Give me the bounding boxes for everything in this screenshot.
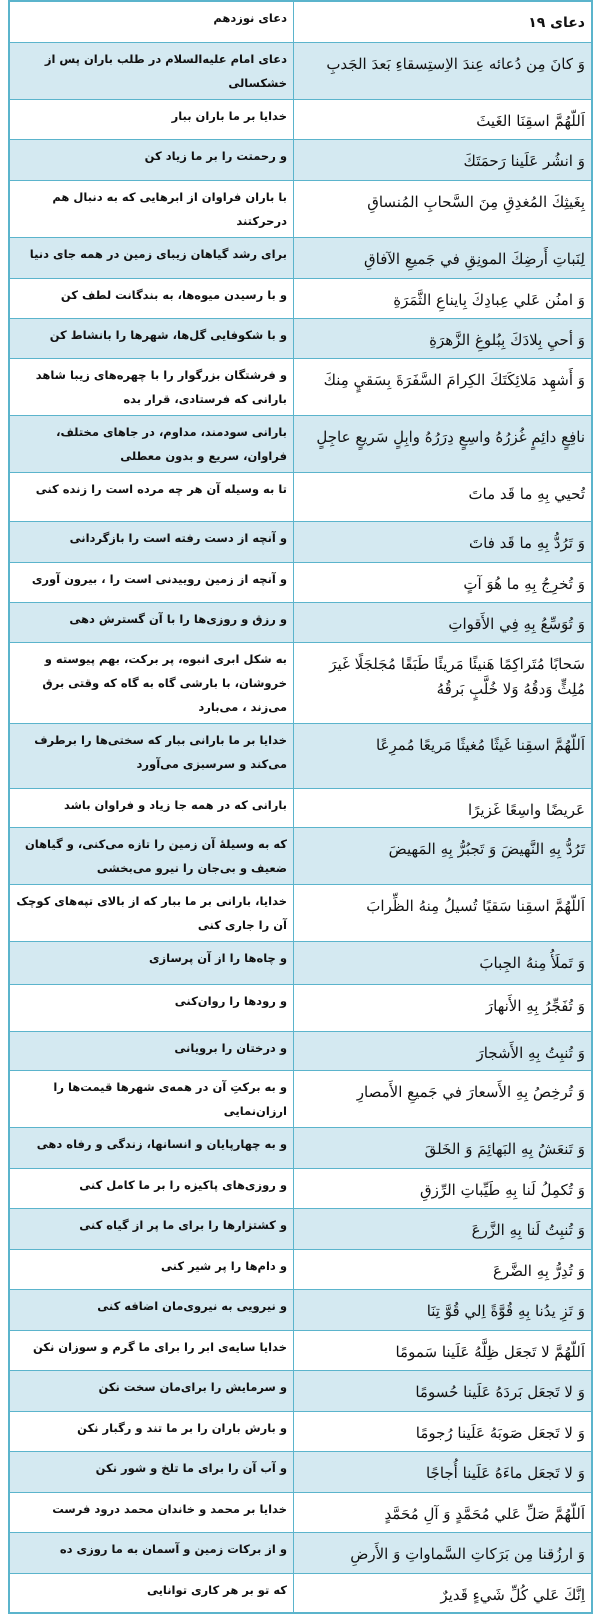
dua-translation-table <box>8 0 593 1614</box>
arabic-text-cell: وَ ارزُقنا مِن بَرَكاتِ السَّماواتِ وَ الأَرضِ <box>294 1532 593 1573</box>
persian-translation-cell: خدایا بر ما باران ببار <box>9 99 294 139</box>
arabic-text-cell: وَ تُدِرُّ بِهِ الضَّرعَ <box>294 1249 593 1289</box>
persian-translation-cell: بارانی سودمند، مداوم، در جاهای مختلف، فراوان، سریع و بدون معطلی <box>9 415 294 472</box>
table-row <box>9 180 592 237</box>
persian-translation-cell: تا به وسیله آن هر چه مرده است را زنده کنی <box>9 472 294 521</box>
arabic-text-cell: بِغَيثِكَ المُغدِقِ مِنَ السَّحابِ المُنساقِ <box>294 180 593 237</box>
persian-translation-cell: به شکل ابری انبوه، پر برکت، بهم پیوسته و خروشان، با بارشی گاه به گاه که وقتی برق می‌زند ، می‌بارد <box>9 642 294 723</box>
arabic-text-cell: وَ لا تَجعَل بَردَهُ عَلَينا حُسومًا <box>294 1370 593 1411</box>
persian-translation-cell: که به وسیلهٔ آن زمین را تازه می‌کنی، و گیاهان ضعیف و بی‌جان را نیرو می‌بخشی <box>9 827 294 884</box>
arabic-text-cell: تُحيي بِهِ ما قَد ماتَ <box>294 472 593 521</box>
arabic-text-cell: وَ أحيِ بِلادَكَ بِبُلوغِ الزَّهرَةِ <box>294 318 593 358</box>
persian-translation-cell: و آنچه از دست رفته است را بازگردانی <box>9 521 294 562</box>
persian-translation-cell: و از برکات زمین و آسمان به ما روزی ده <box>9 1532 294 1573</box>
persian-translation-cell: و نیرویی به نیروی‌مان اضافه کنی <box>9 1289 294 1330</box>
persian-translation-cell: و رزق و روزی‌ها را با آن گسترش دهی <box>9 602 294 642</box>
table-row <box>9 1070 592 1127</box>
table-row <box>9 723 592 788</box>
arabic-text-cell: وَ تَملَأُ مِنهُ الجِبابَ <box>294 941 593 984</box>
arabic-text-cell: وَ تُنبِتُ لَنا بِهِ الزَّرعَ <box>294 1208 593 1249</box>
persian-translation-cell: و به چهارپایان و انسانها، زندگی و رفاه دهی <box>9 1127 294 1168</box>
persian-translation-cell: و بارش باران را بر ما تند و رگبار نکن <box>9 1411 294 1451</box>
arabic-text-cell: وَ تَزِ يدُنا بِهِ قُوَّةً اِلي قُوَّ تِنَا <box>294 1289 593 1330</box>
persian-translation-cell: و آنچه از زمین روییدنی است را ، بیرون آوری <box>9 562 294 602</box>
arabic-text-cell: وَ لا تَجعَل صَوبَهُ عَلَينا رُجومًا <box>294 1411 593 1451</box>
table-row <box>9 318 592 358</box>
arabic-text-cell: نافِعٍ دائِمٍ غُزرُهُ واسِعٍ دِرَرُهُ وابِلٍ سَريعٍ عاجِلٍ <box>294 415 593 472</box>
arabic-text-cell: اَللّهُمَّ صَلِّ عَلي مُحَمَّدٍ وَ آلِ مُحَمَّدٍ <box>294 1492 593 1532</box>
arabic-text-cell: وَ تَنعَشُ بِهِ البَهائِمَ وَ الخَلقَ <box>294 1127 593 1168</box>
persian-translation-cell: دعای امام علیه‌السلام در طلب باران پس از خشکسالی <box>9 42 294 99</box>
table-row <box>9 602 592 642</box>
header-persian-title: دعای نوزدهم <box>9 1 294 42</box>
table-row <box>9 1573 592 1613</box>
arabic-text-cell: وَ كانَ مِن دُعائه عِندَ الاِستِسقاءِ بَعدَ الجَدبِ <box>294 42 593 99</box>
table-row <box>9 1168 592 1208</box>
table-row <box>9 1127 592 1168</box>
table-row <box>9 521 592 562</box>
arabic-text-cell: سَحابًا مُتَراكِمًا هَنيئًا مَريئًا طَبَقًا مُجَلجَلًا غَيرَ مُلِثٍّ وَدقُهُ وَلا خُلَّبٍ بَرقُهُ <box>294 642 593 723</box>
persian-translation-cell: و با رسیدن میوه‌ها، به بندگانت لطف کن <box>9 278 294 318</box>
persian-translation-cell: بارانی که در همه جا زیاد و فراوان باشد <box>9 788 294 827</box>
table-row <box>9 278 592 318</box>
table-body <box>9 1 592 1613</box>
persian-translation-cell: خدایا، بارانی بر ما ببار که از بالای تپه‌های کوچک آن را جاری کنی <box>9 884 294 941</box>
table-row <box>9 139 592 180</box>
arabic-text-cell: وَ امنُن عَلي عِبادِكَ بِايناعِ الثَّمَرَةِ <box>294 278 593 318</box>
header-arabic-title: دعای ۱۹ <box>294 1 593 42</box>
table-row <box>9 941 592 984</box>
table-row <box>9 1031 592 1070</box>
arabic-text-cell: اَللّهُمَّ لا تَجعَل ظِلَّهُ عَلَينا سَمومًا <box>294 1330 593 1370</box>
table-row <box>9 1208 592 1249</box>
table-row <box>9 42 592 99</box>
table-header-row <box>9 1 592 42</box>
arabic-text-cell: وَ انشُر عَلَينا رَحمَتَكَ <box>294 139 593 180</box>
table-row <box>9 562 592 602</box>
persian-translation-cell: و کشتزارها را برای ما پر از گیاه کنی <box>9 1208 294 1249</box>
table-row <box>9 1411 592 1451</box>
arabic-text-cell: وَ لا تَجعَل ماءَهُ عَلَينا أُجاجًا <box>294 1451 593 1492</box>
arabic-text-cell: وَ تُكمِلُ لَنا بِهِ طَيِّباتِ الرِّزقِ <box>294 1168 593 1208</box>
table-row <box>9 788 592 827</box>
persian-translation-cell: با باران فراوان از ابرهایی که به دنبال هم درحرکتند <box>9 180 294 237</box>
arabic-text-cell: وَ تَرُدُّ بِهِ ما قَد فاتَ <box>294 521 593 562</box>
arabic-text-cell: وَ أَشهِد مَلائِكَتَكَ الكِرامَ السَّفَرَةَ بِسَقيٍ مِنكَ <box>294 358 593 415</box>
persian-translation-cell: و درختان را برویانی <box>9 1031 294 1070</box>
table-row <box>9 1249 592 1289</box>
persian-translation-cell: که تو بر هر کاری توانایی <box>9 1573 294 1613</box>
arabic-text-cell: وَ تُخرِجُ بِهِ ما هُوَ آتٍ <box>294 562 593 602</box>
persian-translation-cell: و فرشتگان بزرگوار را با چهره‌های زیبا شاهد بارانی که فرستادی، قرار بده <box>9 358 294 415</box>
table-row <box>9 984 592 1031</box>
table-row <box>9 1451 592 1492</box>
arabic-text-cell: وَ تُوَسِّعُ بِهِ فِي الأَقواتِ <box>294 602 593 642</box>
persian-translation-cell: برای رشد گیاهان زیبای زمین در همه جای دنیا <box>9 237 294 278</box>
table-row <box>9 1289 592 1330</box>
table-row <box>9 642 592 723</box>
table-row <box>9 884 592 941</box>
table-row <box>9 358 592 415</box>
arabic-text-cell: وَ تُرخِصُ بِهِ الأَسعارَ في جَميعِ الأَمصارِ <box>294 1070 593 1127</box>
table-row <box>9 1330 592 1370</box>
persian-translation-cell: و رودها را روان‌کنی <box>9 984 294 1031</box>
arabic-text-cell: وَ تُنبِتُ بِهِ الأَشجارَ <box>294 1031 593 1070</box>
persian-translation-cell: و سرمایش را برای‌مان سخت نکن <box>9 1370 294 1411</box>
arabic-text-cell: تَرُدُّ بِهِ النَّهيضَ وَ تَجبُرُّ بِهِ المَهيضَ <box>294 827 593 884</box>
table-row <box>9 1532 592 1573</box>
table-row <box>9 472 592 521</box>
persian-translation-cell: خدایا بر محمد و خاندان محمد درود فرست <box>9 1492 294 1532</box>
table-row <box>9 415 592 472</box>
persian-translation-cell: و روزی‌های پاکیزه را بر ما کامل کنی <box>9 1168 294 1208</box>
table-row <box>9 1370 592 1411</box>
arabic-text-cell: لِنَباتِ أَرضِكَ المونِقِ في جَميعِ الآفاقِ <box>294 237 593 278</box>
arabic-text-cell: اِنَّكَ عَلي كُلِّ شَيءٍ قَديرٌ <box>294 1573 593 1613</box>
persian-translation-cell: و آب آن را برای ما تلخ و شور نکن <box>9 1451 294 1492</box>
persian-translation-cell: و با شکوفایی گل‌ها، شهرها را بانشاط کن <box>9 318 294 358</box>
table-row <box>9 1492 592 1532</box>
persian-translation-cell: و دام‌ها را پر شیر کنی <box>9 1249 294 1289</box>
table-row <box>9 237 592 278</box>
arabic-text-cell: اَللّهُمَّ اسقِنَا الغَيثَ <box>294 99 593 139</box>
arabic-text-cell: اَللّهُمَّ اسقِنا غَيثًا مُغيثًا مَريعًا مُمرِعًا <box>294 723 593 788</box>
arabic-text-cell: وَ تُفَجِّرُ بِهِ الأَنهارَ <box>294 984 593 1031</box>
table-row <box>9 827 592 884</box>
persian-translation-cell: خدایا سایه‌ی ابر را برای ما گرم و سوزان نکن <box>9 1330 294 1370</box>
table-row <box>9 99 592 139</box>
persian-translation-cell: خدایا بر ما بارانی ببار که سختی‌ها را برطرف می‌کند و سرسبزی می‌آورد <box>9 723 294 788</box>
arabic-text-cell: عَريضًا واسِعًا غَزيرًا <box>294 788 593 827</box>
persian-translation-cell: و چاه‌ها را از آن پرسازی <box>9 941 294 984</box>
arabic-text-cell: اَللّهُمَّ اسقِنا سَقيًا تُسيلُ مِنهُ الظِّرابَ <box>294 884 593 941</box>
persian-translation-cell: و به برکتِ آن در همه‌ی شهرها قیمت‌ها را ارزان‌نمایی <box>9 1070 294 1127</box>
persian-translation-cell: و رحمتت را بر ما زیاد کن <box>9 139 294 180</box>
